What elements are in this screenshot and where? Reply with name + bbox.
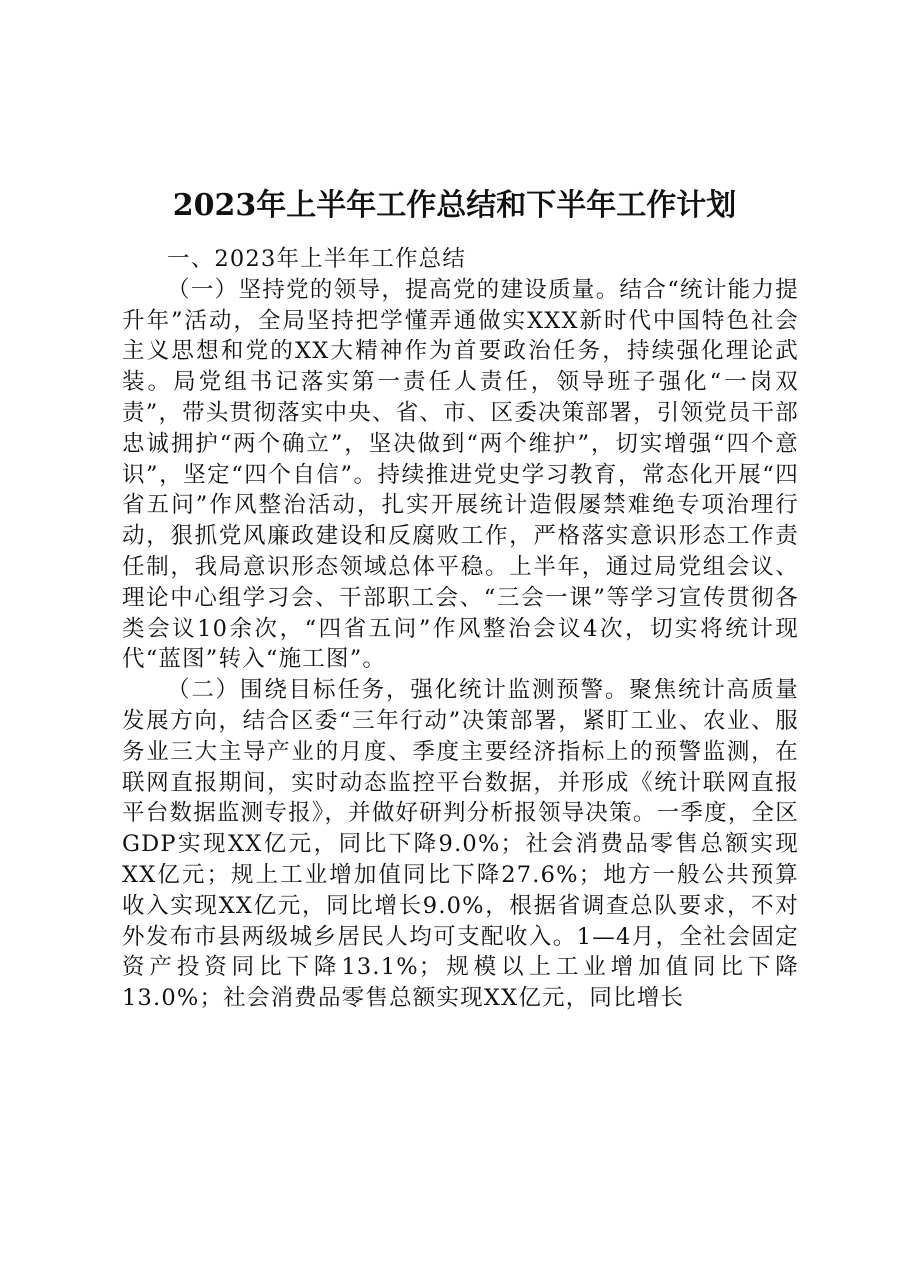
document-title: 2023年上半年工作总结和下半年工作计划: [172, 188, 737, 223]
section-heading: 一、2023年上半年工作总结: [167, 246, 467, 272]
document-body: [122, 244, 799, 1014]
paragraph-party-leadership: （一）坚持党的领导，提高党的建设质量。结合“统计能力提升年”活动，全局坚持把学懂弄通做实XXX新时代中国特色社会主义思想和党的XX大精神作为首要政治任务，持续强化理论武装。局党组书记落实第一责任人责任，领导班子强化“一岗双责”，带头贯彻落实中央、省、市、区委决策部署，引领党员干部忠诚拥护“两个确立”，坚决做到“两个维护”，切实增强“四个意识”，坚定“四个自信”。持续推进党史学习教育，常态化开展“四省五问”作风整治活动，扎实开展统计造假屡禁难绝专项治理行动，狠抓党风廉政建设和反腐败工作，严格落实意识形态工作责任制，我局意识形态领域总体平稳。上半年，通过局党组会议、理论中心组学习会、干部职工会、“三会一课”等学习宣传贯彻各类会议10余次，“四省五问”作风整治会议4次，切实将统计现代“蓝图”转入“施工图”。: [122, 276, 799, 673]
paragraph-statistical-monitoring: （二）围绕目标任务，强化统计监测预警。聚焦统计高质量发展方向，结合区委“三年行动”决策部署，紧盯工业、农业、服务业三大主导产业的月度、季度主要经济指标上的预警监测，在联网直报期间，实时动态监控平台数据，并形成《统计联网直报平台数据监测专报》，并做好研判分析报领导决策。一季度，全区GDP实现XX亿元，同比下降9.0%；社会消费品零售总额实现XX亿元；规上工业增加值同比下降27.6%；地方一般公共预算收入实现XX亿元，同比增长9.0%，根据省调查总队要求，不对外发布市县两级城乡居民人均可支配收入。1—4月，全社会固定资产投资同比下降13.1%；规模以上工业增加值同比下降13.0%；社会消费品零售总额实现XX亿元，同比增长: [122, 677, 799, 1012]
